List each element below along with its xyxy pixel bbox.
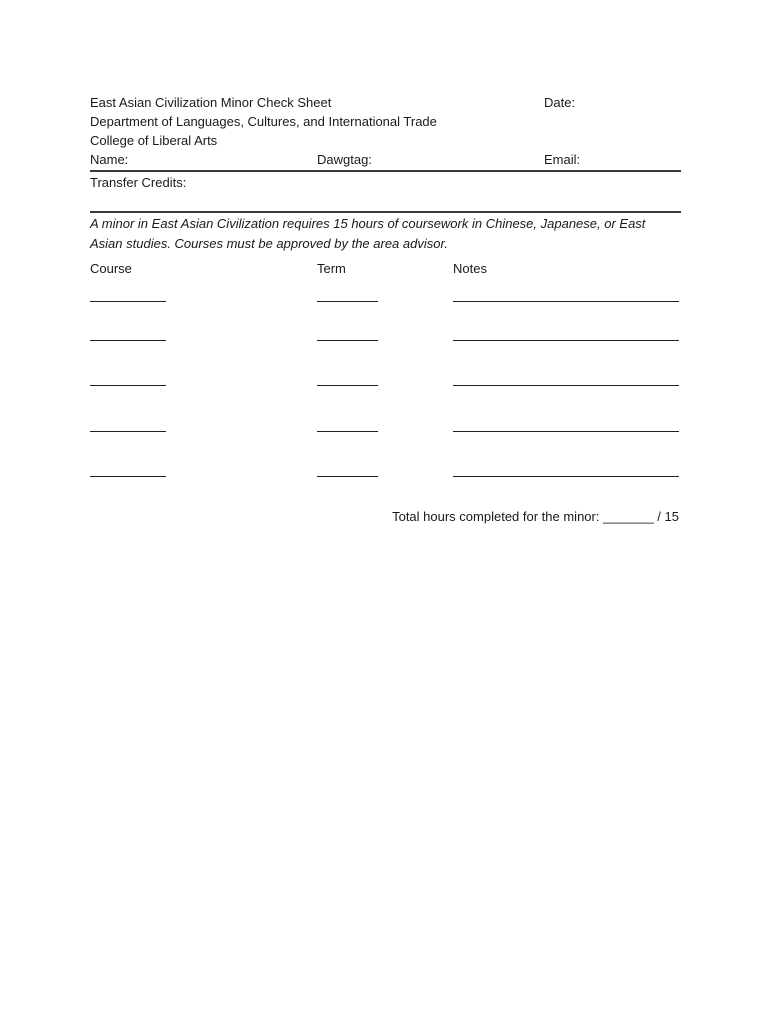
intro-line-1: A minor in East Asian Civilization requires 15 hours of coursework in Chinese, Japanese, or East <box>90 216 646 231</box>
notes-column-header: Notes <box>453 261 487 276</box>
course-blank-5[interactable] <box>90 476 166 477</box>
term-blank-4[interactable] <box>317 431 378 432</box>
notes-blank-5[interactable] <box>453 476 679 477</box>
minor-requirements-text <box>90 214 682 254</box>
notes-blank-4[interactable] <box>453 431 679 432</box>
department-name: Department of Languages, Cultures, and International Trade <box>90 114 437 129</box>
course-blank-4[interactable] <box>90 431 166 432</box>
section-divider <box>90 211 681 213</box>
notes-blank-2[interactable] <box>453 340 679 341</box>
header-divider <box>90 170 681 172</box>
college-name: College of Liberal Arts <box>90 133 218 148</box>
transfer-credits-label: Transfer Credits: <box>90 175 187 190</box>
date-label: Date: <box>544 95 576 110</box>
email-label: Email: <box>544 152 581 167</box>
sheet-title: East Asian Civilization Minor Check Sheet <box>90 95 332 110</box>
notes-blank-3[interactable] <box>453 385 679 386</box>
notes-blank-1[interactable] <box>453 301 679 302</box>
term-blank-2[interactable] <box>317 340 378 341</box>
term-column-header: Term <box>317 261 346 276</box>
term-blank-1[interactable] <box>317 301 378 302</box>
course-blank-2[interactable] <box>90 340 166 341</box>
intro-line-2: Asian studies. Courses must be approved by the area advisor. <box>90 236 448 251</box>
total-hours-line: Total hours completed for the minor: _______ / 15 <box>392 509 679 524</box>
dawgtag-label: Dawgtag: <box>317 152 372 167</box>
term-blank-5[interactable] <box>317 476 378 477</box>
name-label: Name: <box>90 152 129 167</box>
course-column-header: Course <box>90 261 132 276</box>
term-blank-3[interactable] <box>317 385 378 386</box>
course-blank-1[interactable] <box>90 301 166 302</box>
course-blank-3[interactable] <box>90 385 166 386</box>
